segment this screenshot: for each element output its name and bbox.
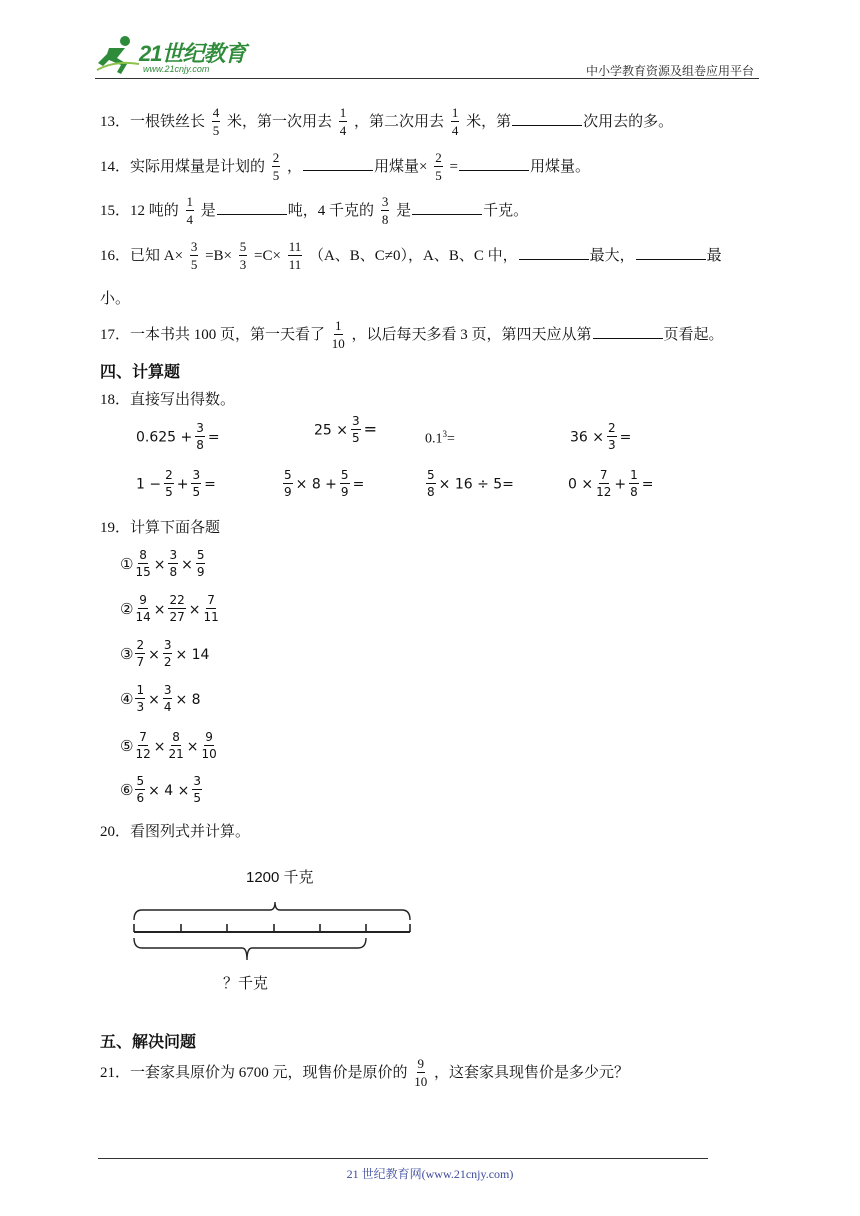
header-rule bbox=[95, 78, 759, 79]
logo-url: www.21cnjy.com bbox=[143, 64, 210, 74]
question-21 bbox=[100, 1058, 629, 1089]
question-14 bbox=[100, 152, 590, 183]
q15-text-4: 是 bbox=[396, 202, 412, 219]
q19-item-4: ④ $\frac{1}{3}$ × $\frac{3}{4}$ × 8 bbox=[120, 683, 201, 714]
question-number: 15． bbox=[100, 202, 131, 219]
circled-number: ④ bbox=[120, 690, 134, 708]
question-number: 13． bbox=[100, 113, 131, 130]
fraction: $\frac{8}{15}$ bbox=[135, 548, 151, 579]
q18-expression-5: 1 − $\frac{2}{5}$ + $\frac{3}{5}$ = bbox=[136, 468, 216, 499]
section-heading-4: 四、计算题 bbox=[100, 364, 181, 381]
question-number: 17． bbox=[100, 326, 131, 343]
q17-text-2: ，以后每天多看 3 页，第四天应从第 bbox=[351, 326, 592, 343]
question-number: 14． bbox=[100, 158, 131, 175]
answer-blank[interactable] bbox=[593, 324, 663, 339]
circled-number: ③ bbox=[120, 645, 134, 663]
fraction: $\frac{3}{5}$ bbox=[352, 414, 360, 445]
q15-text-3: 吨，4 千克的 bbox=[287, 202, 375, 219]
fraction: $\frac{22}{27}$ bbox=[169, 593, 185, 624]
fraction: $\frac{1}{4}$ bbox=[186, 194, 194, 227]
fraction: $\frac{9}{10}$ bbox=[414, 1056, 428, 1089]
fraction: $\frac{3}{8}$ bbox=[196, 421, 204, 452]
fraction: $\frac{3}{8}$ bbox=[381, 194, 389, 227]
circled-number: ① bbox=[120, 555, 134, 573]
q19-item-5: ⑤ $\frac{7}{12}$ × $\frac{8}{21}$ × $\frac{9}{10}$ bbox=[120, 730, 217, 761]
question-16-continuation: 小。 bbox=[100, 291, 131, 307]
q16-text-2: =B× bbox=[205, 247, 232, 264]
answer-blank[interactable] bbox=[217, 200, 287, 215]
runner-logo-icon bbox=[95, 34, 141, 76]
q18-expression-3: $0.1^3=$ bbox=[425, 429, 455, 447]
q19-item-6: ⑥ $\frac{5}{6}$ × 4 × $\frac{3}{5}$ bbox=[120, 774, 202, 805]
q14-text-1: 实际用煤量是计划的 bbox=[130, 158, 266, 175]
q14-text-3: 用煤量× bbox=[374, 158, 428, 175]
answer-blank[interactable] bbox=[412, 200, 482, 215]
question-number: 16． bbox=[100, 247, 131, 264]
q15-text-5: 千克。 bbox=[483, 202, 529, 219]
logo-title: 21世纪教育 bbox=[139, 41, 246, 66]
question-13 bbox=[100, 107, 673, 138]
section-heading-5: 五、解决问题 bbox=[100, 1034, 197, 1051]
q16-text-5: 最大， bbox=[589, 247, 635, 264]
fraction: $\frac{3}{5}$ bbox=[190, 239, 198, 272]
fraction: $\frac{5}{9}$ bbox=[340, 468, 349, 499]
fraction: $\frac{2}{5}$ bbox=[272, 150, 280, 183]
answer-blank[interactable] bbox=[303, 156, 373, 171]
segment-bars bbox=[120, 860, 430, 995]
q18-expression-2: 25 × $\frac{3}{5}$ = bbox=[314, 414, 378, 445]
fraction: $\frac{2}{5}$ bbox=[165, 468, 173, 499]
q19-item-2: ② $\frac{9}{14}$ × $\frac{22}{27}$ × $\frac{7}{11}$ bbox=[120, 593, 219, 624]
fraction: $\frac{3}{4}$ bbox=[163, 683, 172, 714]
fraction: $\frac{7}{11}$ bbox=[203, 593, 219, 624]
fraction: $\frac{5}{8}$ bbox=[427, 468, 435, 499]
fraction: $\frac{9}{14}$ bbox=[135, 593, 151, 624]
q19-item-3: ③ $\frac{2}{7}$ × $\frac{3}{2}$ × 14 bbox=[120, 638, 210, 669]
fraction: $\frac{5}{9}$ bbox=[196, 548, 205, 579]
q18-expression-7: $\frac{5}{8}$ × 16 ÷ 5= bbox=[427, 468, 514, 499]
q21-text-2: ，这套家具现售价是多少元？ bbox=[434, 1064, 630, 1081]
fraction: $\frac{5}{6}$ bbox=[136, 774, 145, 805]
question-17 bbox=[100, 320, 724, 351]
q19-item-1: ① $\frac{8}{15}$ × $\frac{3}{8}$ × $\frac{5}{9}$ bbox=[120, 548, 205, 579]
fraction: $\frac{5}{3}$ bbox=[239, 239, 247, 272]
q14-text-4: = bbox=[449, 158, 458, 175]
answer-blank[interactable] bbox=[636, 245, 706, 260]
fraction: $\frac{8}{21}$ bbox=[168, 730, 184, 761]
question-number: 21． bbox=[100, 1064, 131, 1081]
fraction: $\frac{1}{3}$ bbox=[136, 683, 145, 714]
question-15 bbox=[100, 196, 528, 227]
fraction: $\frac{2}{3}$ bbox=[608, 421, 616, 452]
q13-text-4: 米，第 bbox=[466, 113, 512, 130]
q15-text-2: 是 bbox=[200, 202, 216, 219]
fraction: $\frac{2}{7}$ bbox=[136, 638, 145, 669]
question-20-title: 20．看图列式并计算。 bbox=[100, 824, 251, 840]
circled-number: ⑥ bbox=[120, 781, 134, 799]
fraction: $\frac{3}{2}$ bbox=[163, 638, 172, 669]
question-18-title: 18．直接写出得数。 bbox=[100, 392, 236, 408]
q17-text-3: 页看起。 bbox=[663, 326, 724, 343]
circled-number: ⑤ bbox=[120, 737, 134, 755]
fraction: $\frac{3}{5}$ bbox=[192, 468, 201, 499]
q13-text-1: 一根铁丝长 bbox=[130, 113, 206, 130]
q16-text-4: （A、B、C≠0），A、B、C 中， bbox=[308, 247, 518, 264]
fraction: $\frac{7}{12}$ bbox=[596, 468, 612, 499]
fraction: $\frac{1}{8}$ bbox=[630, 468, 638, 499]
fraction: $\frac{9}{10}$ bbox=[201, 730, 217, 761]
q18-expression-4: 36 × $\frac{2}{3}$ = bbox=[570, 421, 632, 452]
q14-text-2: ， bbox=[287, 158, 303, 175]
q16-text-1: 已知 A× bbox=[130, 247, 184, 264]
header-platform-text: 中小学教育资源及组卷应用平台 bbox=[585, 64, 754, 78]
fraction: $\frac{3}{8}$ bbox=[169, 548, 178, 579]
q14-text-5: 用煤量。 bbox=[529, 158, 590, 175]
fraction: $\frac{1}{10}$ bbox=[331, 318, 345, 351]
q15-text-1: 12 吨的 bbox=[130, 202, 179, 219]
footer-rule bbox=[98, 1158, 708, 1159]
circled-number: ② bbox=[120, 600, 134, 618]
q18-expression-8: 0 × $\frac{7}{12}$ + $\frac{1}{8}$ = bbox=[568, 468, 654, 499]
q18-expression-6: $\frac{5}{9}$ × 8 + $\frac{5}{9}$ = bbox=[284, 468, 365, 499]
q21-text-1: 一套家具原价为 6700 元，现售价是原价的 bbox=[130, 1064, 408, 1081]
answer-blank[interactable] bbox=[459, 156, 529, 171]
fraction: $\frac{3}{5}$ bbox=[193, 774, 202, 805]
question-19-title: 19．计算下面各题 bbox=[100, 520, 221, 536]
bottom-quantity-label: ？千克 bbox=[223, 975, 269, 992]
line-segment-diagram bbox=[120, 860, 430, 995]
q16-text-3: =C× bbox=[254, 247, 281, 264]
answer-blank[interactable] bbox=[512, 111, 582, 126]
question-16 bbox=[100, 241, 722, 272]
fraction: $\frac{11}{11}$ bbox=[288, 239, 302, 272]
fraction: $\frac{5}{9}$ bbox=[284, 468, 292, 499]
header-logo bbox=[95, 34, 265, 76]
fraction: $\frac{4}{5}$ bbox=[212, 105, 220, 138]
q16-text-6: 最 bbox=[706, 247, 722, 264]
q13-text-2: 米，第一次用去 bbox=[227, 113, 333, 130]
top-quantity-label: 1200 千克 bbox=[246, 869, 314, 886]
fraction: $\frac{7}{12}$ bbox=[135, 730, 151, 761]
fraction: $\frac{1}{4}$ bbox=[339, 105, 347, 138]
q17-text-1: 一本书共 100 页，第一天看了 bbox=[130, 326, 326, 343]
fraction: $\frac{1}{4}$ bbox=[451, 105, 459, 138]
fraction: $\frac{2}{5}$ bbox=[435, 150, 442, 183]
answer-blank[interactable] bbox=[519, 245, 589, 260]
footer-text: 21 世纪教育网(www.21cnjy.com) bbox=[346, 1167, 514, 1181]
q13-text-5: 次用去的多。 bbox=[583, 113, 674, 130]
q18-expression-1: 0.625 + $\frac{3}{8}$ = bbox=[136, 421, 220, 452]
q13-text-3: ，第二次用去 bbox=[354, 113, 445, 130]
